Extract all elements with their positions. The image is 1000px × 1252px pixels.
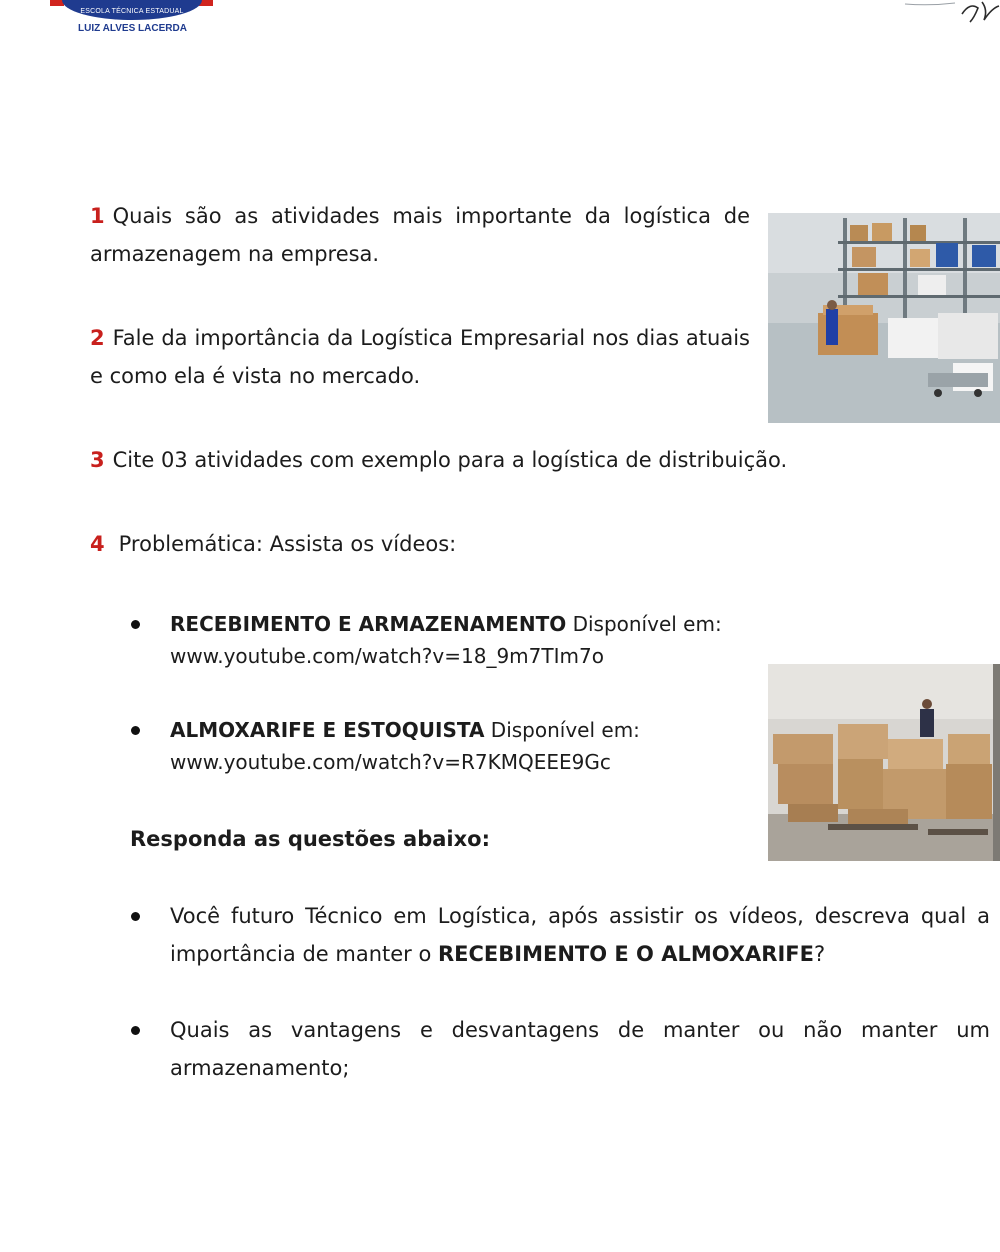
- answer-emphasis: RECEBIMENTO E O ALMOXARIFE: [438, 942, 814, 966]
- answer-heading: Responda as questões abaixo:: [130, 827, 491, 851]
- answer-text-end: ?: [813, 942, 826, 966]
- answer-item-1: [170, 897, 990, 973]
- question-text: Fale da importância da Logística Empresarial nos dias atuais e como ela é vista no mercado.: [90, 326, 750, 388]
- answer-text: Quais as vantagens e desvantagens de manter ou não manter um armazenamento;: [170, 1018, 990, 1080]
- question-2: [90, 319, 750, 395]
- bullet-icon: [131, 620, 140, 629]
- logo-school-name: LUIZ ALVES LACERDA: [78, 23, 187, 34]
- question-number: 3: [90, 448, 105, 472]
- question-text: Cite 03 atividades com exemplo para a logística de distribuição.: [112, 448, 788, 472]
- video-item-1: [170, 608, 722, 672]
- question-number: 2: [90, 326, 105, 350]
- warehouse-shelves-photo: [768, 213, 1000, 423]
- video-title: ALMOXARIFE E ESTOQUISTA: [170, 718, 485, 742]
- logo-school-line: ESCOLA TÉCNICA ESTADUAL: [80, 8, 184, 15]
- question-number: 4: [90, 532, 105, 556]
- video-title: RECEBIMENTO E ARMAZENAMENTO: [170, 612, 567, 636]
- warehouse-boxes-photo: [768, 664, 1000, 861]
- video-suffix: Disponível em:: [566, 612, 722, 636]
- video-url[interactable]: www.youtube.com/watch?v=R7KMQEEE9Gc: [170, 750, 611, 774]
- video-url[interactable]: www.youtube.com/watch?v=18_9m7TIm7o: [170, 644, 604, 668]
- question-text: Problemática: Assista os vídeos:: [118, 532, 457, 556]
- answer-item-2: [170, 1011, 990, 1087]
- question-number: 1: [90, 204, 105, 228]
- answer-text: Você futuro Técnico em Logística, após assistir os vídeos, descreva qual a importância de manter o: [170, 904, 990, 966]
- question-4: [90, 525, 750, 563]
- video-suffix: Disponível em:: [484, 718, 640, 742]
- question-1: [90, 197, 750, 273]
- bullet-icon: [131, 726, 140, 735]
- question-text: Quais são as atividades mais importante da logística de armazenagem na empresa.: [90, 204, 750, 266]
- signature-scribble: [900, 0, 1000, 26]
- school-logo: [50, 0, 215, 38]
- question-3: [90, 441, 910, 479]
- bullet-icon: [131, 1026, 140, 1035]
- video-item-2: [170, 714, 640, 778]
- bullet-icon: [131, 912, 140, 921]
